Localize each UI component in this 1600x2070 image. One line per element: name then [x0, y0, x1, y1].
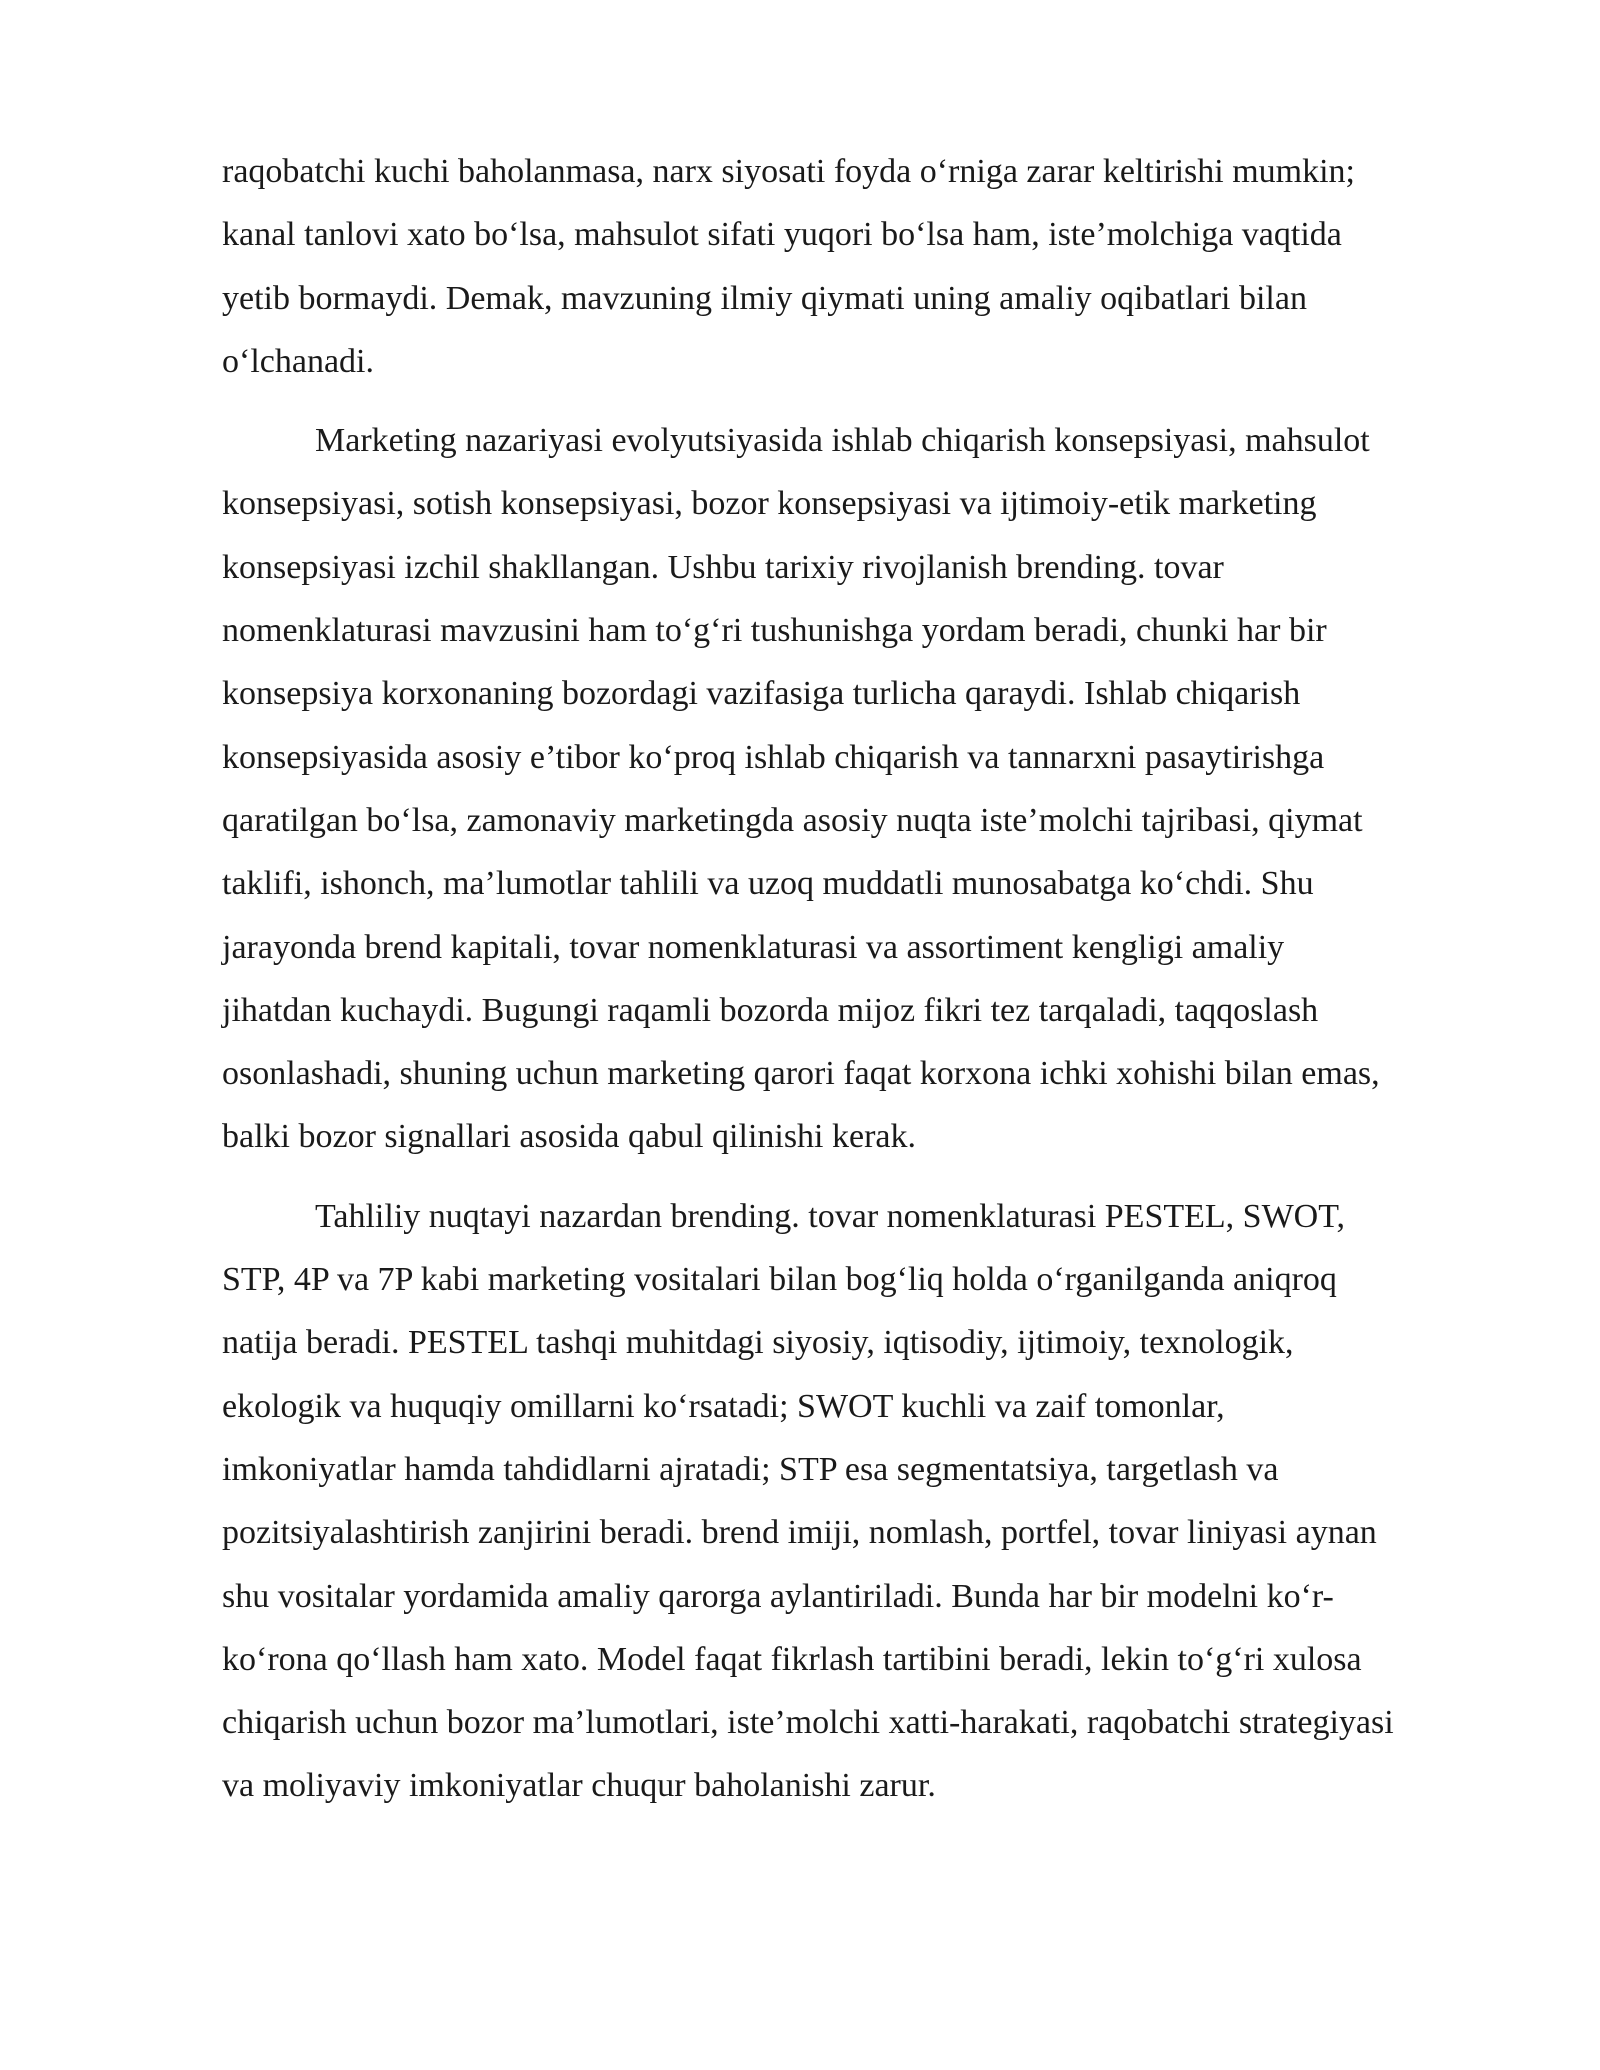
text-line: konsepsiya korxonaning bozordagi vazifasiga turlicha qaraydi. Ishlab chiqarish — [222, 675, 1301, 713]
text-line: va moliyaviy imkoniyatlar chuqur baholanishi zarur. — [222, 1767, 936, 1805]
text-line: ko‘rona qo‘llash ham xato. Model faqat fikrlash tartibini beradi, lekin to‘g‘ri xulosa — [222, 1640, 1362, 1678]
paragraph-3 — [222, 1185, 1482, 1818]
text-line: o‘lchanadi. — [222, 342, 374, 380]
text-line: jihatdan kuchaydi. Bugungi raqamli bozorda mijoz fikri tez tarqaladi, taqqoslash — [222, 991, 1319, 1029]
text-line: natija beradi. PESTEL tashqi muhitdagi siyosiy, iqtisodiy, ijtimoiy, texnologik, — [222, 1324, 1294, 1362]
text-line: balki bozor signallari asosida qabul qilinishi kerak. — [222, 1118, 917, 1156]
text-line: jarayonda brend kapitali, tovar nomenklaturasi va assortiment kengligi amaliy — [222, 928, 1285, 966]
paragraph-spacing — [222, 1169, 1482, 1185]
text-line: STP, 4P va 7P kabi marketing vositalari bilan bog‘liq holda o‘rganilganda aniqroq — [222, 1261, 1337, 1299]
text-line: konsepsiyasi izchil shakllangan. Ushbu tarixiy rivojlanish brending. tovar — [222, 548, 1224, 586]
text-line: nomenklaturasi mavzusini ham to‘g‘ri tushunishga yordam beradi, chunki har bir — [222, 612, 1327, 650]
text-line: chiqarish uchun bozor ma’lumotlari, iste’molchi xatti-harakati, raqobatchi strategiyasi — [222, 1704, 1394, 1742]
text-line: kanal tanlovi xato bo‘lsa, mahsulot sifati yuqori bo‘lsa ham, iste’molchiga vaqtida — [222, 216, 1342, 254]
document-body — [222, 140, 1482, 1818]
text-line: raqobatchi kuchi baholanmasa, narx siyosati foyda o‘rniga zarar keltirishi mumkin; — [222, 153, 1355, 190]
paragraph-2 — [222, 409, 1482, 1169]
text-line: qaratilgan bo‘lsa, zamonaviy marketingda asosiy nuqta iste’molchi tajribasi, qiymat — [222, 801, 1363, 839]
text-line: konsepsiyasida asosiy e’tibor ko‘proq ishlab chiqarish va tannarxni pasaytirishga — [222, 738, 1325, 776]
paragraph-spacing — [222, 393, 1482, 409]
text-line: ekologik va huquqiy omillarni ko‘rsatadi; SWOT kuchli va zaif tomonlar, — [222, 1387, 1225, 1425]
text-line: konsepsiyasi, sotish konsepsiyasi, bozor konsepsiyasi va ijtimoiy-etik marketing — [222, 485, 1317, 523]
paragraph-1 — [222, 140, 1482, 393]
text-line: taklifi, ishonch, ma’lumotlar tahlili va uzoq muddatli munosabatga ko‘chdi. Shu — [222, 865, 1314, 903]
text-line: Tahliliy nuqtayi nazardan brending. tovar nomenklaturasi PESTEL, SWOT, — [315, 1197, 1345, 1235]
text-line: yetib bormaydi. Demak, mavzuning ilmiy qiymati uning amaliy oqibatlari bilan — [222, 279, 1307, 317]
text-line: osonlashadi, shuning uchun marketing qarori faqat korxona ichki xohishi bilan emas, — [222, 1055, 1380, 1093]
text-line: imkoniyatlar hamda tahdidlarni ajratadi; STP esa segmentatsiya, targetlash va — [222, 1450, 1279, 1488]
text-line: Marketing nazariyasi evolyutsiyasida ishlab chiqarish konsepsiyasi, mahsulot — [315, 422, 1370, 460]
text-line: shu vositalar yordamida amaliy qarorga aylantiriladi. Bunda har bir modelni ko‘r- — [222, 1577, 1334, 1615]
text-line: pozitsiyalashtirish zanjirini beradi. brend imiji, nomlash, portfel, tovar liniyasi aynan — [222, 1514, 1377, 1552]
